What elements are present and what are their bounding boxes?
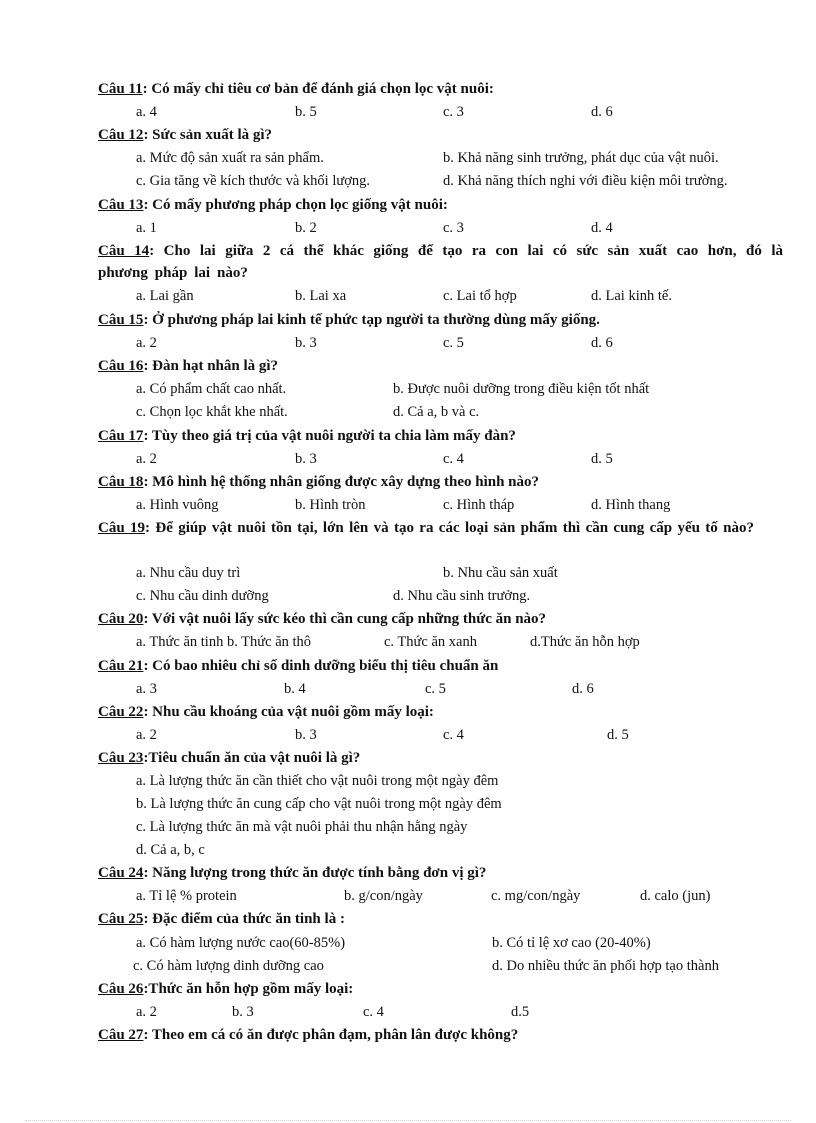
- question-number: Câu 16: [98, 358, 144, 374]
- option-a: a. Tỉ lệ % protein: [136, 888, 237, 904]
- question-text: : Có mấy chỉ tiêu cơ bản để đánh giá chọn lọc vật nuôi:: [142, 81, 494, 97]
- question-number: Câu 11: [98, 81, 143, 97]
- question-16: [98, 355, 783, 377]
- question-12: [98, 124, 783, 146]
- option-d: d. calo (jun): [640, 888, 711, 904]
- option-a: a. 2: [136, 727, 157, 743]
- option-c: c. Chọn lọc khắt khe nhất.: [136, 404, 288, 420]
- question-text: : Nhu cầu khoáng của vật nuôi gồm mấy loại:: [143, 704, 434, 720]
- question-text: : Với vật nuôi lấy sức kéo thì cần cung cấp những thức ăn nào?: [143, 611, 547, 627]
- question-27: [98, 1024, 783, 1046]
- option-c: c. 5: [443, 335, 464, 351]
- option-d: d. 6: [591, 104, 613, 120]
- option-b: b. 2: [295, 220, 317, 236]
- question-text: : Để giúp vật nuôi tồn tại, lớn lên và tạo ra các loại sản phẩm thì cần cung cấp yếu tố nào?: [145, 520, 754, 536]
- option-c: c. 5: [425, 681, 446, 697]
- option-d: d. 6: [572, 681, 594, 697]
- question-25: [98, 908, 783, 930]
- option-b: b. Khả năng sinh trưởng, phát dục của vật nuôi.: [443, 150, 719, 166]
- option-c: c. 4: [443, 451, 464, 467]
- option-d: d. 5: [607, 727, 629, 743]
- question-number: Câu 27: [98, 1027, 144, 1043]
- question-20: [98, 608, 783, 630]
- option-a: a. Hình vuông: [136, 497, 219, 513]
- option-b: b. Hình tròn: [295, 497, 366, 513]
- question-number: Câu 19: [98, 520, 146, 536]
- option-c: c. Có hàm lượng dinh dưỡng cao: [133, 958, 324, 974]
- question-text: : Mô hình hệ thống nhân giống được xây dựng theo hình nào?: [143, 474, 540, 490]
- option-d: d. Lai kinh tế.: [591, 288, 672, 304]
- option-a: a. 4: [136, 104, 157, 120]
- option-d: d. Khả năng thích nghi với điều kiện môi trường.: [443, 173, 728, 189]
- question-number: Câu 21: [98, 658, 144, 674]
- question-17: [98, 425, 783, 447]
- page-bottom-divider: [25, 1120, 791, 1121]
- option-d: d. Cả a, b, c: [136, 842, 205, 858]
- question-21: [98, 655, 783, 677]
- question-number: Câu 17: [98, 428, 144, 444]
- option-a: a. Có hàm lượng nước cao(60-85%): [136, 935, 346, 951]
- option-c: c. 4: [443, 727, 464, 743]
- option-b: b. 5: [295, 104, 317, 120]
- option-d: d. 4: [591, 220, 613, 236]
- option-d: d. Hình thang: [591, 497, 671, 513]
- option-b: b. 3: [232, 1004, 254, 1020]
- option-b: b. 4: [284, 681, 306, 697]
- option-c: c. mg/con/ngày: [491, 888, 581, 904]
- option-d: d.5: [511, 1004, 530, 1020]
- question-text: : Đặc điểm của thức ăn tinh là :: [143, 911, 345, 927]
- option-b: b. Có tỉ lệ xơ cao (20-40%): [492, 935, 651, 951]
- question-text: : Tùy theo giá trị của vật nuôi người ta chia làm mấy đàn?: [143, 428, 516, 444]
- question-number: Câu 20: [98, 611, 144, 627]
- question-number: Câu 13: [98, 197, 144, 213]
- option-a: a. Có phẩm chất cao nhất.: [136, 381, 287, 397]
- option-d: d. 6: [591, 335, 613, 351]
- question-number: Câu 22: [98, 704, 144, 720]
- question-number: Câu 18: [98, 474, 144, 490]
- option-a: a. 2: [136, 335, 157, 351]
- question-text: : Cho lai giữa 2 cá thể khác giống để tạo ra con lai có sức sản xuất cao hơn, đó là phương pháp lai nào?: [98, 243, 784, 281]
- question-text: : Đàn hạt nhân là gì?: [143, 358, 279, 374]
- option-b: b. 3: [295, 335, 317, 351]
- question-24: [98, 862, 783, 884]
- option-c: c. 3: [443, 104, 464, 120]
- option-c: c. Lai tổ hợp: [443, 288, 517, 304]
- option-b: b. Nhu cầu sản xuất: [443, 565, 558, 581]
- question-text: :Tiêu chuẩn ăn của vật nuôi là gì?: [143, 750, 361, 766]
- option-a: a. 2: [136, 451, 157, 467]
- question-number: Câu 14: [98, 243, 150, 259]
- question-number: Câu 25: [98, 911, 144, 927]
- question-23: [98, 747, 783, 769]
- question-18: [98, 471, 783, 493]
- question-19: [98, 517, 783, 539]
- option-c: c. Gia tăng về kích thước và khối lượng.: [136, 173, 370, 189]
- question-text: : Ở phương pháp lai kinh tế phức tạp người ta thường dùng mấy giống.: [143, 312, 600, 328]
- question-26: [98, 978, 783, 1000]
- option-d: d.Thức ăn hỗn hợp: [530, 634, 640, 650]
- question-number: Câu 24: [98, 865, 144, 881]
- option-b: b. Lai xa: [295, 288, 347, 304]
- question-11: [98, 78, 783, 100]
- option-d: d. Do nhiều thức ăn phối hợp tạo thành: [492, 958, 719, 974]
- option-ab: a. Thức ăn tinh b. Thức ăn thô: [136, 634, 312, 650]
- question-14: [98, 240, 783, 284]
- option-a: a. Mức độ sản xuất ra sản phẩm.: [136, 150, 324, 166]
- option-a: a. Là lượng thức ăn cần thiết cho vật nuôi trong một ngày đêm: [136, 773, 499, 789]
- option-a: a. 3: [136, 681, 157, 697]
- question-text: : Có mấy phương pháp chọn lọc giống vật nuôi:: [143, 197, 448, 213]
- option-b: b. 3: [295, 727, 317, 743]
- option-a: a. 2: [136, 1004, 157, 1020]
- option-a: a. 1: [136, 220, 157, 236]
- question-number: Câu 26: [98, 981, 144, 997]
- option-d: d. Cả a, b và c.: [393, 404, 480, 420]
- option-b: b. Được nuôi dưỡng trong điều kiện tốt nhất: [393, 381, 650, 397]
- option-c: c. 4: [363, 1004, 384, 1020]
- option-b: b. Là lượng thức ăn cung cấp cho vật nuôi trong một ngày đêm: [136, 796, 502, 812]
- option-c: c. Thức ăn xanh: [384, 634, 477, 650]
- option-c: c. Là lượng thức ăn mà vật nuôi phải thu nhận hằng ngày: [136, 819, 468, 835]
- option-a: a. Lai gần: [136, 288, 194, 304]
- option-b: b. g/con/ngày: [344, 888, 423, 904]
- option-a: a. Nhu cầu duy trì: [136, 565, 241, 581]
- question-15: [98, 309, 783, 331]
- question-text: : Có bao nhiêu chỉ số dinh dưỡng biểu thị tiêu chuẩn ăn: [143, 658, 499, 674]
- option-b: b. 3: [295, 451, 317, 467]
- option-c: c. 3: [443, 220, 464, 236]
- question-text: : Theo em cá có ăn được phân đạm, phân lân được không?: [143, 1027, 519, 1043]
- option-c: c. Nhu cầu dinh dưỡng: [136, 588, 269, 604]
- question-text: : Sức sản xuất là gì?: [143, 127, 273, 143]
- option-c: c. Hình tháp: [443, 497, 515, 513]
- question-text: :Thức ăn hỗn hợp gồm mấy loại:: [143, 981, 354, 997]
- question-number: Câu 15: [98, 312, 144, 328]
- option-d: d. Nhu cầu sinh trưởng.: [393, 588, 531, 604]
- question-22: [98, 701, 783, 723]
- question-text: : Năng lượng trong thức ăn được tính bằng đơn vị gì?: [143, 865, 487, 881]
- question-number: Câu 23: [98, 750, 144, 766]
- question-13: [98, 194, 783, 216]
- option-d: d. 5: [591, 451, 613, 467]
- question-number: Câu 12: [98, 127, 144, 143]
